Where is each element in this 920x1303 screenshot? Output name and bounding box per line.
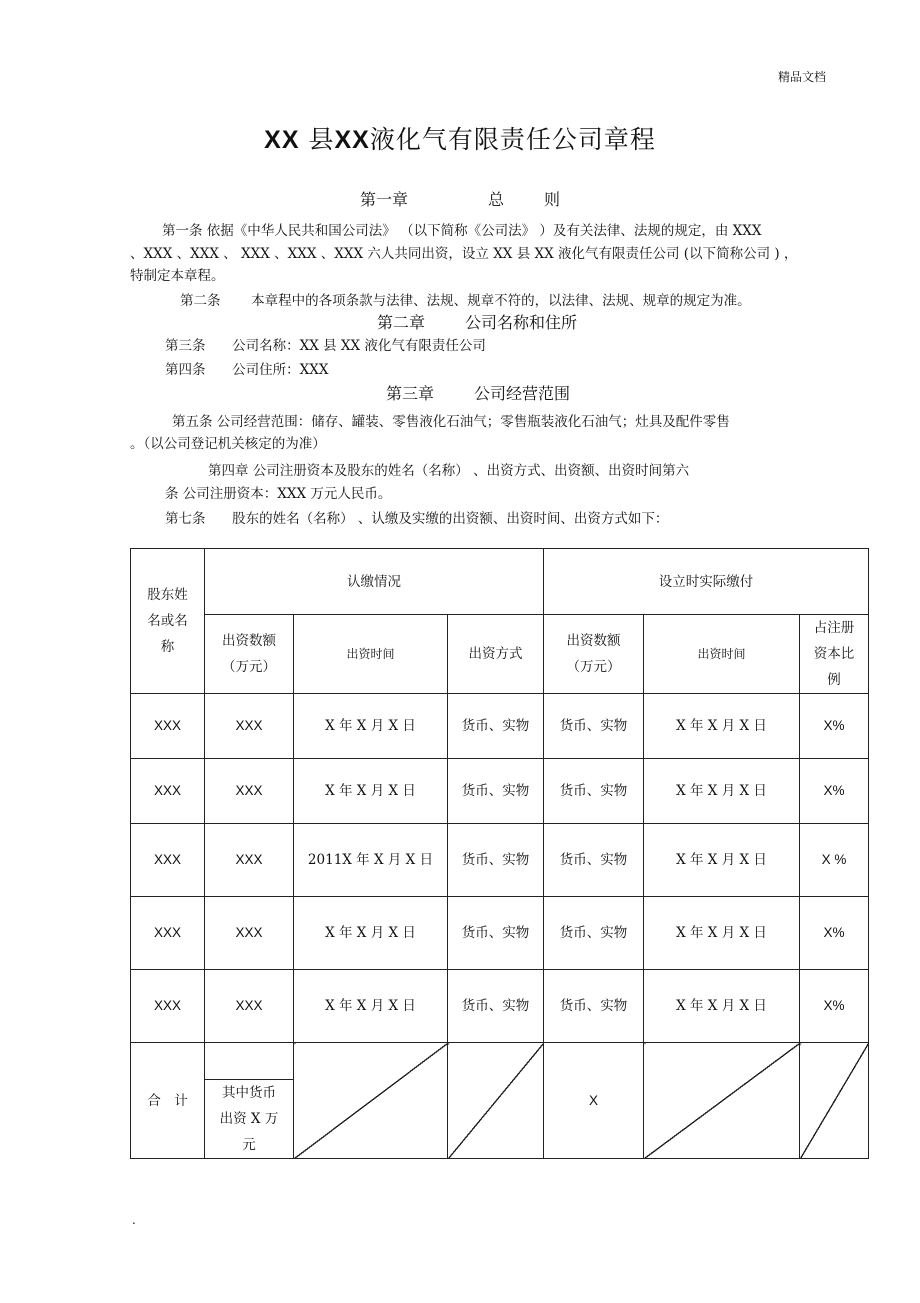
- cell-ratio: X %: [800, 824, 869, 897]
- article-7-text: 股东的姓名（名称） 、认缴及实缴的出资额、出资时间、出资方式如下：: [232, 511, 669, 527]
- header-shareholder-name: 股东姓 名或名 称: [131, 549, 205, 694]
- cell-paid-time: X 年 X 月 X 日: [644, 824, 800, 897]
- chapter-1-number: 第一章: [359, 190, 408, 209]
- article-2-label: 第二条: [180, 293, 221, 309]
- cell-name: XXX: [131, 897, 205, 970]
- article-7-label: 第七条: [165, 511, 206, 527]
- article-5-line-1: 第五条 公司经营范围：储存、罐装、零售液化石油气；零售瓶装液化石油气；灶具及配件零售: [172, 414, 730, 430]
- title-part-d: 液化气有限责任公司章程: [369, 125, 656, 154]
- document-title: [0, 120, 920, 156]
- title-part-b: 县: [308, 125, 335, 154]
- chapter-2-title: 公司名称和住所: [465, 313, 578, 332]
- article-4-text: 公司住所：XXX: [232, 362, 329, 378]
- total-blank-cell: [205, 1043, 294, 1080]
- cell-paid-amount: 货币、实物: [544, 824, 644, 897]
- cell-paid-amount: 货币、实物: [544, 970, 644, 1043]
- header-paid-amount: 出资数额 （万元）: [544, 615, 644, 694]
- cell-ratio: X%: [800, 970, 869, 1043]
- cell-amount: XXX: [205, 759, 294, 824]
- cell-paid-time: X 年 X 月 X 日: [644, 694, 800, 759]
- chapter-3-number: 第三章: [385, 384, 434, 403]
- cell-amount: XXX: [205, 970, 294, 1043]
- chapter-1-word-1: 总: [487, 190, 504, 209]
- table-row: [131, 824, 869, 897]
- article-5-line-2: 。（以公司登记机关核定的为准）: [130, 436, 326, 452]
- article-3-label: 第三条: [165, 338, 206, 354]
- total-diagonal-cell: [294, 1043, 448, 1159]
- cell-name: XXX: [131, 759, 205, 824]
- cell-paid-time: X 年 X 月 X 日: [644, 759, 800, 824]
- article-3: [165, 334, 486, 354]
- cell-amount: XXX: [205, 897, 294, 970]
- article-1-line-2: 、XXX 、XXX 、 XXX 、XXX 、XXX 六人共同出资，设立 XX 县 XX 液化气有限责任公司 (以下简称公司 ) ，: [130, 246, 798, 262]
- total-diagonal-cell: [644, 1043, 800, 1159]
- chapter-1-heading: [0, 187, 920, 210]
- total-cash-note: 其中货币 出资 X 万 元: [205, 1080, 294, 1159]
- cell-ratio: X%: [800, 897, 869, 970]
- article-4-label: 第四条: [165, 362, 206, 378]
- cell-name: XXX: [131, 970, 205, 1043]
- table-row: [131, 897, 869, 970]
- cell-method: 货币、实物: [448, 694, 544, 759]
- total-row-top: [131, 1043, 869, 1080]
- cell-amount: XXX: [205, 824, 294, 897]
- cell-paid-time: X 年 X 月 X 日: [644, 970, 800, 1043]
- total-diagonal-cell: [448, 1043, 544, 1159]
- title-part-a: XX: [264, 126, 300, 154]
- cell-time: X 年 X 月 X 日: [294, 897, 448, 970]
- cell-method: 货币、实物: [448, 970, 544, 1043]
- article-3-text: 公司名称：XX 县 XX 液化气有限责任公司: [232, 338, 486, 354]
- corner-label: 精品文档: [778, 70, 827, 84]
- cell-amount: XXX: [205, 694, 294, 759]
- total-diagonal-cell: [800, 1043, 869, 1159]
- cell-paid-amount: 货币、实物: [544, 759, 644, 824]
- header-sub-time: 出资时间: [294, 615, 448, 694]
- article-1-line-1: 第一条 依据《中华人民共和国公司法》 （以下简称《公司法》 ）及有关法律、法规的规定，由 XXX: [162, 223, 762, 239]
- total-paid: X: [544, 1043, 644, 1159]
- chapter-2-heading: [17, 310, 920, 333]
- cell-ratio: X%: [800, 759, 869, 824]
- cell-paid-time: X 年 X 月 X 日: [644, 897, 800, 970]
- article-2: [180, 289, 751, 309]
- cell-ratio: X%: [800, 694, 869, 759]
- header-ratio: 占注册 资本比 例: [800, 615, 869, 694]
- chapter-1-word-2: 则: [544, 190, 561, 209]
- article-1-line-3: 特制定本章程。: [130, 268, 225, 284]
- header-sub-method: 出资方式: [448, 615, 544, 694]
- cell-method: 货币、实物: [448, 897, 544, 970]
- header-paid: 设立时实际缴付: [544, 549, 869, 615]
- header-sub-amount: 出资数额 （万元）: [205, 615, 294, 694]
- cell-method: 货币、实物: [448, 824, 544, 897]
- cell-time: 2011X 年 X 月 X 日: [294, 824, 448, 897]
- cell-paid-amount: 货币、实物: [544, 694, 644, 759]
- header-subscribed: 认缴情况: [205, 549, 544, 615]
- article-6-line-2: 条 公司注册资本：XXX 万元人民币。: [165, 486, 392, 502]
- header-paid-time: 出资时间: [644, 615, 800, 694]
- chapter-2-number: 第二章: [376, 313, 425, 332]
- chapter-3-heading: [18, 381, 920, 404]
- table-row: [131, 694, 869, 759]
- cell-paid-amount: 货币、实物: [544, 897, 644, 970]
- article-4: [165, 358, 328, 378]
- cell-name: XXX: [131, 824, 205, 897]
- chapter-3-title: 公司经营范围: [474, 384, 571, 403]
- article-7: [165, 507, 668, 527]
- table-row: [131, 759, 869, 824]
- table-row: [131, 970, 869, 1043]
- cell-time: X 年 X 月 X 日: [294, 970, 448, 1043]
- chapter-4-article-6-line-1: 第四章 公司注册资本及股东的姓名（名称） 、出资方式、出资额、出资时间第六: [208, 463, 690, 479]
- total-label: 合 计: [131, 1043, 205, 1159]
- page-dot: .: [132, 1213, 136, 1227]
- shareholder-table: [130, 548, 869, 1159]
- article-2-text: 本章程中的各项条款与法律、法规、规章不符的，以法律、法规、规章的规定为准。: [251, 293, 751, 309]
- title-part-c: XX: [334, 126, 370, 154]
- cell-time: X 年 X 月 X 日: [294, 694, 448, 759]
- cell-name: XXX: [131, 694, 205, 759]
- cell-time: X 年 X 月 X 日: [294, 759, 448, 824]
- cell-method: 货币、实物: [448, 759, 544, 824]
